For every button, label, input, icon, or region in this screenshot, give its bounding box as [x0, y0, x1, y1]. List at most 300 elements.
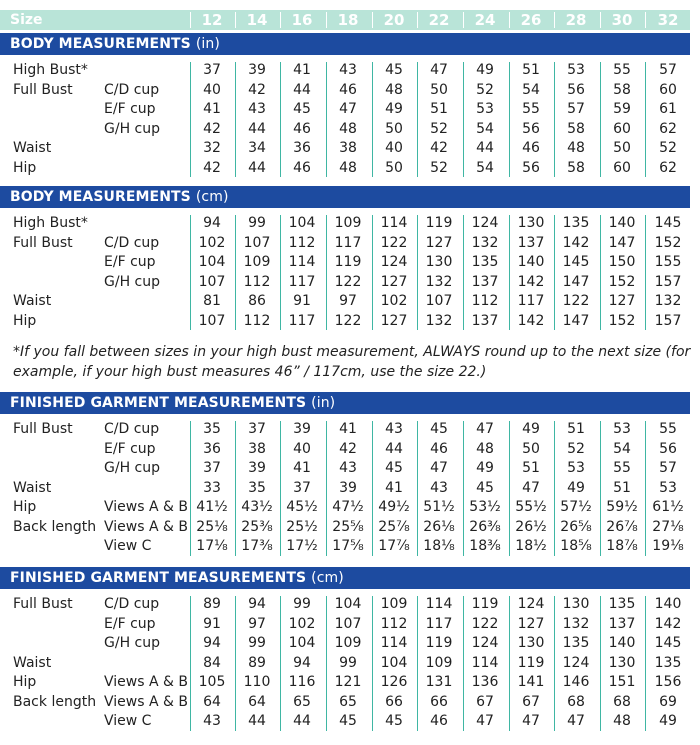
high-bust-footnote: *If you fall between sizes in your high bust measurement, ALWAYS round up to the next size (for example, if your high bust measures 46” / 117cm, use the size 22.)	[13, 344, 691, 380]
size-column-header: 24	[474, 11, 496, 29]
table-cell: 60	[613, 120, 631, 137]
table-row	[0, 139, 690, 159]
table-row	[0, 595, 690, 615]
table-cell: 51	[522, 62, 540, 78]
table-row	[0, 440, 690, 460]
table-cell: 112	[243, 273, 271, 290]
table-cell: 99	[248, 635, 266, 651]
row-sublabel: View C	[104, 713, 152, 729]
row-sublabel: G/H cup	[104, 460, 160, 476]
table-cell: 52	[430, 120, 448, 137]
table-cell: 99	[293, 596, 311, 612]
table-row	[0, 518, 690, 538]
table-cell: 17⅝	[332, 538, 364, 554]
table-row	[0, 615, 690, 635]
table-cell: 38	[339, 140, 357, 156]
row-sublabel: C/D cup	[104, 81, 160, 98]
table-cell: 97	[248, 615, 266, 632]
table-cell: 41	[385, 479, 403, 496]
table-cell: 38	[248, 440, 266, 457]
size-header-label: Size	[10, 12, 43, 28]
table-cell: 131	[425, 674, 453, 690]
table-cell: 135	[654, 654, 682, 671]
row-sublabel: Views A & B	[104, 693, 188, 710]
row-sublabel: G/H cup	[104, 635, 160, 651]
table-cell: 43	[203, 713, 221, 729]
table-cell: 46	[430, 440, 448, 457]
table-cell: 32	[203, 140, 221, 156]
table-cell: 97	[339, 293, 357, 309]
row-sublabel: Views A & B	[104, 674, 188, 690]
table-cell: 107	[243, 234, 271, 251]
table-cell: 105	[198, 674, 226, 690]
table-cell: 42	[203, 159, 221, 176]
column-divider	[463, 62, 464, 177]
table-cell: 49	[385, 101, 403, 117]
table-cell: 47	[339, 101, 357, 117]
table-row	[0, 253, 690, 273]
table-cell: 17⅛	[196, 538, 228, 554]
table-cell: 130	[562, 596, 590, 612]
table-cell: 19⅛	[652, 538, 684, 554]
table-cell: 43	[385, 421, 403, 437]
table-cell: 48	[476, 440, 494, 457]
table-cell: 66	[385, 693, 403, 710]
table-cell: 119	[425, 635, 453, 651]
table-cell: 55	[613, 62, 631, 78]
table-cell: 45	[339, 713, 357, 729]
row-label: Full Bust	[13, 421, 73, 437]
table-cell: 55	[522, 101, 540, 117]
column-divider	[280, 62, 281, 177]
table-cell: 126	[380, 674, 408, 690]
table-cell: 25⅝	[332, 518, 364, 535]
header-column-divider	[326, 12, 327, 28]
table-cell: 112	[243, 312, 271, 329]
table-cell: 67	[476, 693, 494, 710]
table-cell: 112	[471, 293, 499, 309]
size-column-header: 12	[201, 11, 223, 29]
table-cell: 44	[248, 120, 266, 137]
table-cell: 94	[293, 654, 311, 671]
column-divider	[190, 215, 191, 330]
table-cell: 132	[471, 234, 499, 251]
table-cell: 43	[248, 101, 266, 117]
table-cell: 124	[471, 635, 499, 651]
table-cell: 53	[476, 101, 494, 117]
table-cell: 46	[430, 713, 448, 729]
table-cell: 124	[517, 596, 545, 612]
size-column-header: 30	[611, 11, 633, 29]
table-cell: 50	[522, 440, 540, 457]
table-cell: 39	[248, 460, 266, 476]
table-row	[0, 459, 690, 479]
table-cell: 52	[476, 81, 494, 98]
table-cell: 124	[471, 215, 499, 231]
table-cell: 56	[567, 81, 585, 98]
table-cell: 69	[659, 693, 677, 710]
header-column-divider	[509, 12, 510, 28]
column-divider	[600, 62, 601, 177]
size-column-header: 20	[383, 11, 405, 29]
table-cell: 60	[659, 81, 677, 98]
table-cell: 64	[248, 693, 266, 710]
table-cell: 26⅝	[560, 518, 592, 535]
table-cell: 48	[613, 713, 631, 729]
table-cell: 52	[659, 140, 677, 156]
table-cell: 145	[654, 635, 682, 651]
table-cell: 86	[248, 293, 266, 309]
column-divider	[463, 421, 464, 556]
column-divider	[509, 596, 510, 731]
table-cell: 46	[339, 81, 357, 98]
table-row	[0, 234, 690, 254]
column-divider	[509, 215, 510, 330]
table-cell: 127	[380, 312, 408, 329]
table-cell: 25⅛	[196, 518, 228, 535]
table-cell: 48	[339, 159, 357, 176]
table-cell: 55½	[515, 499, 547, 515]
column-divider	[190, 596, 191, 731]
header-column-divider	[372, 12, 373, 28]
table-cell: 58	[567, 159, 585, 176]
section-title-text: FINISHED GARMENT MEASUREMENTS	[10, 395, 307, 411]
table-cell: 47	[476, 421, 494, 437]
table-cell: 44	[293, 713, 311, 729]
table-cell: 119	[425, 215, 453, 231]
section-unit: (cm)	[195, 189, 229, 205]
table-cell: 147	[562, 312, 590, 329]
column-divider	[509, 421, 510, 556]
column-divider	[554, 421, 555, 556]
column-divider	[417, 421, 418, 556]
row-sublabel: E/F cup	[104, 440, 156, 457]
table-cell: 147	[608, 234, 636, 251]
table-cell: 110	[243, 674, 271, 690]
table-cell: 45½	[286, 499, 318, 515]
section-title	[10, 567, 344, 589]
table-cell: 41	[293, 62, 311, 78]
table-cell: 84	[203, 654, 221, 671]
section-title-bar	[0, 392, 690, 414]
table-cell: 26⅛	[423, 518, 455, 535]
table-cell: 57	[659, 62, 677, 78]
table-cell: 107	[425, 293, 453, 309]
table-cell: 45	[385, 62, 403, 78]
table-cell: 43	[430, 479, 448, 496]
table-cell: 142	[517, 312, 545, 329]
table-cell: 102	[288, 615, 316, 632]
column-divider	[600, 596, 601, 731]
section-title-bar	[0, 567, 690, 589]
table-cell: 81	[203, 293, 221, 309]
column-divider	[417, 596, 418, 731]
table-cell: 104	[288, 215, 316, 231]
row-label: Hip	[13, 674, 37, 690]
table-cell: 104	[198, 254, 226, 270]
table-cell: 39	[339, 479, 357, 496]
column-divider	[280, 596, 281, 731]
table-cell: 51	[567, 421, 585, 437]
table-cell: 130	[517, 635, 545, 651]
table-cell: 53	[567, 62, 585, 78]
table-cell: 50	[385, 120, 403, 137]
table-cell: 141	[517, 674, 545, 690]
column-divider	[600, 421, 601, 556]
table-cell: 46	[522, 140, 540, 156]
table-cell: 132	[654, 293, 682, 309]
table-cell: 47	[430, 62, 448, 78]
row-label: Back length	[13, 693, 97, 710]
table-cell: 122	[562, 293, 590, 309]
column-divider	[600, 215, 601, 330]
table-cell: 145	[562, 254, 590, 270]
table-cell: 65	[339, 693, 357, 710]
table-cell: 39	[293, 421, 311, 437]
table-cell: 44	[293, 81, 311, 98]
table-cell: 39	[248, 62, 266, 78]
column-divider	[235, 215, 236, 330]
column-divider	[645, 62, 646, 177]
table-cell: 119	[334, 254, 362, 270]
section-title	[10, 186, 229, 208]
table-cell: 140	[517, 254, 545, 270]
table-cell: 104	[380, 654, 408, 671]
column-divider	[326, 596, 327, 731]
table-cell: 57	[567, 101, 585, 117]
table-cell: 109	[425, 654, 453, 671]
table-cell: 112	[288, 234, 316, 251]
table-cell: 51½	[423, 499, 455, 515]
size-column-header: 16	[291, 11, 313, 29]
table-cell: 142	[517, 273, 545, 290]
table-cell: 109	[380, 596, 408, 612]
table-cell: 152	[654, 234, 682, 251]
table-cell: 53	[567, 460, 585, 476]
row-label: Waist	[13, 293, 52, 309]
table-cell: 36	[293, 140, 311, 156]
header-column-divider	[235, 12, 236, 28]
table-cell: 152	[608, 312, 636, 329]
table-cell: 17⅞	[378, 538, 410, 554]
table-cell: 135	[608, 596, 636, 612]
table-row	[0, 479, 690, 499]
table-cell: 127	[425, 234, 453, 251]
table-cell: 59½	[606, 499, 638, 515]
table-cell: 41	[293, 460, 311, 476]
table-cell: 25⅜	[241, 518, 273, 535]
table-cell: 107	[198, 273, 226, 290]
table-cell: 45	[293, 101, 311, 117]
table-cell: 91	[293, 293, 311, 309]
row-sublabel: E/F cup	[104, 254, 156, 270]
table-cell: 117	[288, 273, 316, 290]
table-cell: 157	[654, 312, 682, 329]
table-cell: 145	[654, 215, 682, 231]
table-cell: 40	[385, 140, 403, 156]
table-row	[0, 81, 690, 101]
table-cell: 61½	[652, 499, 684, 515]
column-divider	[372, 421, 373, 556]
table-cell: 58	[567, 120, 585, 137]
table-cell: 26⅜	[469, 518, 501, 535]
table-cell: 137	[608, 615, 636, 632]
table-cell: 43½	[241, 499, 273, 515]
column-divider	[554, 215, 555, 330]
table-cell: 41	[203, 101, 221, 117]
table-cell: 41	[339, 421, 357, 437]
section-title-text: BODY MEASUREMENTS	[10, 36, 191, 52]
row-sublabel: C/D cup	[104, 234, 160, 251]
table-row	[0, 654, 690, 674]
size-column-header: 32	[657, 11, 679, 29]
table-cell: 122	[334, 273, 362, 290]
section-title-text: FINISHED GARMENT MEASUREMENTS	[10, 570, 307, 586]
table-cell: 44	[385, 440, 403, 457]
table-cell: 104	[334, 596, 362, 612]
table-cell: 40	[293, 440, 311, 457]
table-cell: 44	[248, 713, 266, 729]
table-cell: 112	[380, 615, 408, 632]
table-cell: 104	[288, 635, 316, 651]
table-cell: 157	[654, 273, 682, 290]
row-sublabel: G/H cup	[104, 273, 160, 290]
size-column-header: 28	[565, 11, 587, 29]
table-cell: 107	[198, 312, 226, 329]
column-divider	[280, 421, 281, 556]
table-row	[0, 61, 690, 81]
size-column-header: 18	[337, 11, 359, 29]
column-divider	[509, 62, 510, 177]
row-label: High Bust*	[13, 62, 88, 78]
table-cell: 94	[248, 596, 266, 612]
table-cell: 42	[203, 120, 221, 137]
table-cell: 102	[380, 293, 408, 309]
table-cell: 46	[293, 120, 311, 137]
table-cell: 55	[659, 421, 677, 437]
table-cell: 59	[613, 101, 631, 117]
row-sublabel: G/H cup	[104, 120, 160, 137]
table-cell: 147	[562, 273, 590, 290]
table-cell: 114	[380, 635, 408, 651]
table-cell: 17½	[286, 538, 318, 554]
row-label: High Bust*	[13, 215, 88, 231]
table-cell: 142	[562, 234, 590, 251]
table-cell: 42	[430, 140, 448, 156]
table-cell: 60	[613, 159, 631, 176]
table-row	[0, 214, 690, 234]
table-cell: 109	[334, 215, 362, 231]
table-cell: 62	[659, 159, 677, 176]
table-cell: 109	[243, 254, 271, 270]
section-title-bar	[0, 186, 690, 208]
table-cell: 54	[476, 159, 494, 176]
table-cell: 56	[522, 159, 540, 176]
table-cell: 68	[613, 693, 631, 710]
table-cell: 43	[339, 62, 357, 78]
table-cell: 116	[288, 674, 316, 690]
table-cell: 122	[471, 615, 499, 632]
table-cell: 56	[522, 120, 540, 137]
table-cell: 49	[659, 713, 677, 729]
table-cell: 47½	[332, 499, 364, 515]
column-divider	[326, 215, 327, 330]
table-cell: 53½	[469, 499, 501, 515]
table-cell: 18⅜	[469, 538, 501, 554]
table-cell: 140	[608, 635, 636, 651]
table-cell: 46	[293, 159, 311, 176]
row-label: Waist	[13, 479, 52, 496]
table-cell: 44	[476, 140, 494, 156]
table-cell: 27⅛	[652, 518, 684, 535]
table-cell: 152	[608, 273, 636, 290]
section-title-text: BODY MEASUREMENTS	[10, 189, 191, 205]
size-column-header: 14	[246, 11, 268, 29]
table-cell: 53	[613, 421, 631, 437]
table-cell: 35	[203, 421, 221, 437]
table-cell: 43	[339, 460, 357, 476]
table-cell: 51	[522, 460, 540, 476]
table-cell: 155	[654, 254, 682, 270]
table-cell: 37	[293, 479, 311, 496]
column-divider	[417, 62, 418, 177]
table-cell: 66	[430, 693, 448, 710]
table-cell: 132	[425, 312, 453, 329]
table-cell: 156	[654, 674, 682, 690]
size-column-header: 22	[428, 11, 450, 29]
table-cell: 54	[613, 440, 631, 457]
table-cell: 44	[248, 159, 266, 176]
table-cell: 42	[248, 81, 266, 98]
header-column-divider	[645, 12, 646, 28]
table-cell: 124	[562, 654, 590, 671]
section-unit: (cm)	[311, 570, 344, 586]
table-cell: 37	[203, 62, 221, 78]
table-cell: 49	[476, 460, 494, 476]
table-cell: 40	[203, 81, 221, 98]
table-cell: 26⅞	[606, 518, 638, 535]
table-cell: 47	[567, 713, 585, 729]
table-cell: 52	[567, 440, 585, 457]
table-cell: 94	[203, 635, 221, 651]
table-cell: 114	[425, 596, 453, 612]
table-cell: 35	[248, 479, 266, 496]
table-row	[0, 292, 690, 312]
section-title	[10, 392, 335, 414]
table-row	[0, 498, 690, 518]
table-cell: 61	[659, 101, 677, 117]
table-cell: 132	[562, 615, 590, 632]
column-divider	[645, 596, 646, 731]
table-cell: 49	[567, 479, 585, 496]
table-cell: 54	[522, 81, 540, 98]
table-cell: 124	[380, 254, 408, 270]
table-cell: 127	[380, 273, 408, 290]
table-cell: 18⅞	[606, 538, 638, 554]
size-header-row	[0, 10, 690, 30]
table-cell: 135	[562, 635, 590, 651]
header-column-divider	[554, 12, 555, 28]
row-label: Full Bust	[13, 596, 73, 612]
table-cell: 49½	[378, 499, 410, 515]
column-divider	[372, 62, 373, 177]
table-cell: 52	[430, 159, 448, 176]
size-column-header: 26	[520, 11, 542, 29]
table-cell: 48	[567, 140, 585, 156]
table-cell: 25½	[286, 518, 318, 535]
row-label: Hip	[13, 159, 37, 176]
table-cell: 140	[654, 596, 682, 612]
